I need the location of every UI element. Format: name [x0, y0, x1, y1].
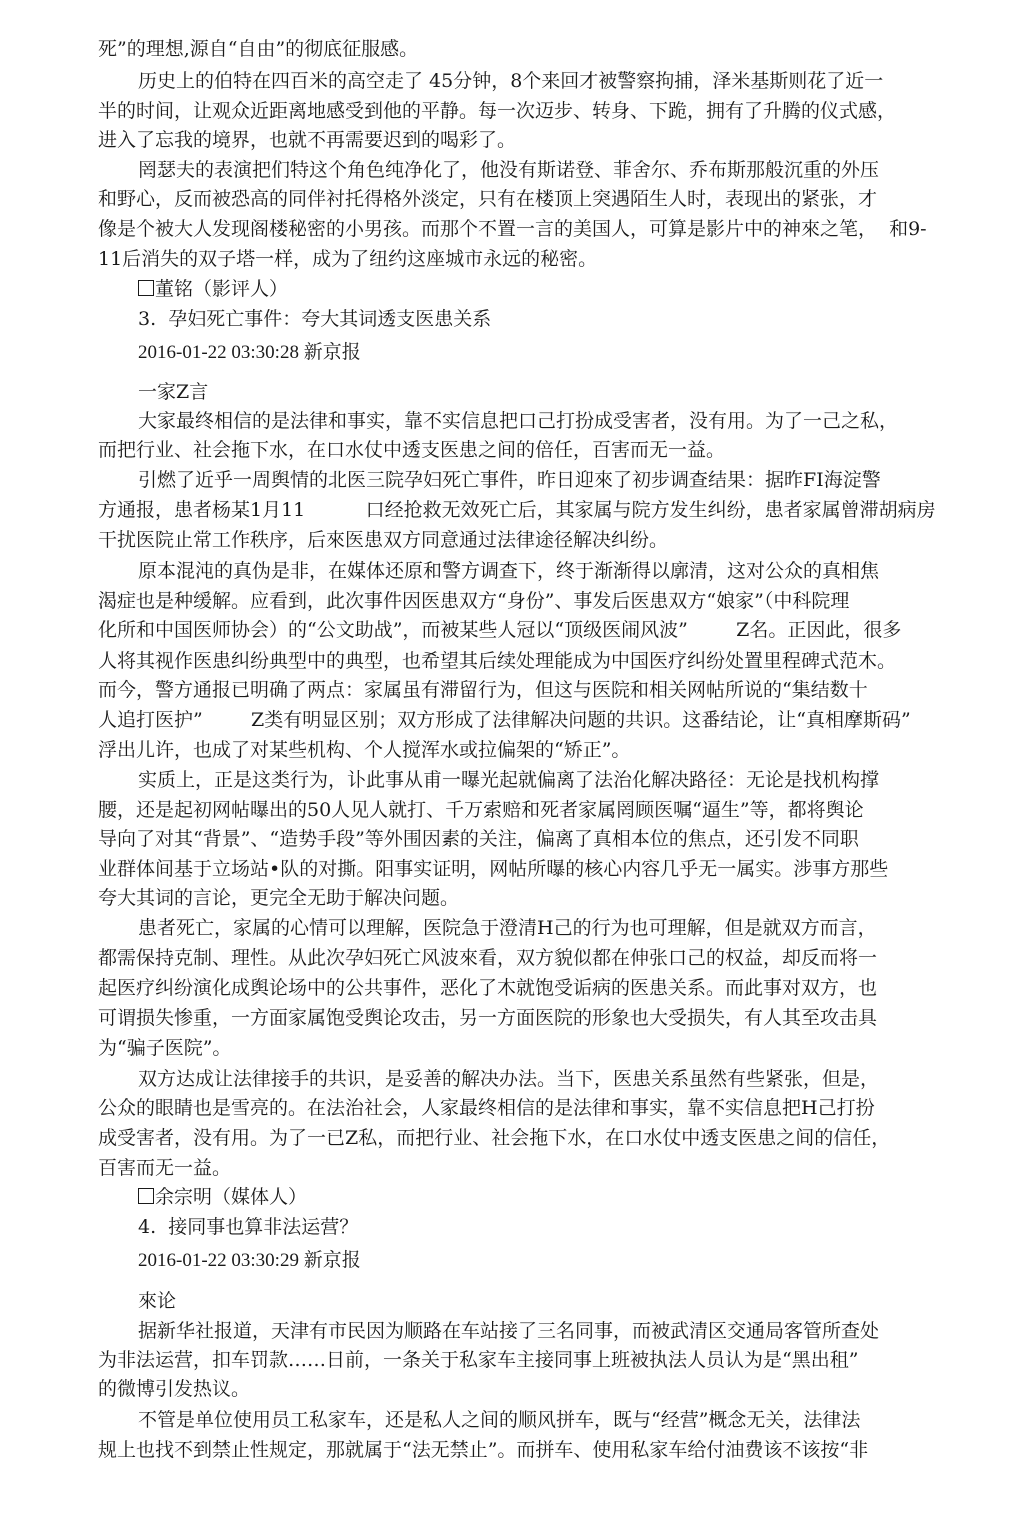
paragraph-line: 百害而无一益。	[98, 1157, 232, 1179]
paragraph-line: 和野心，反而被恐高的同伴衬托得格外淡定，只有在楼顶上突遇陌生人时，表现出的紧张，才	[98, 188, 878, 210]
paragraph-line: 成受害者，没有用。为了一已Z私，而把行业、社会拖下水，在口水仗中透支医患之间的信任，	[98, 1127, 891, 1149]
paragraph-line: 都需保持克制、理性。从此次孕妇死亡风波來看，双方貌似都在伸张口己的权益，却反而将一	[98, 947, 878, 969]
article-heading: 4. 接同事也算非法运营？	[138, 1216, 359, 1238]
paragraph-line: 双方达成让法律接手的共识，是妥善的解决办法。当下，医患关系虽然有些紧张，但是，	[138, 1068, 880, 1090]
paragraph-line: 导向了对其“背景”、“造势手段”等外围因素的关注，偏离了真相本位的焦点，还引发不同职	[98, 828, 859, 850]
paragraph-line: 业群体间基于立场站•队的对撕。阳事实证明，网帖所曝的核心内容几乎无一属实。涉事方那些	[98, 858, 889, 880]
paragraph-line: 为“骗子医院”。	[98, 1037, 232, 1059]
paragraph-line: 的微博引发热议。	[98, 1378, 251, 1400]
author-credit: 余宗明（媒体人）	[138, 1184, 307, 1210]
paragraph-line: 实质上，正是这类行为，讣此事从甫一曝光起就偏离了法治化解决路径：无论是找机构撑	[138, 769, 880, 791]
paragraph-line: 夸大其词的言论，更完全无助于解决问题。	[98, 887, 460, 909]
paragraph-line: 死”的理想,源自“自由”的彻底征服感。	[98, 38, 419, 60]
paragraph-line: 像是个被大人发现阁楼秘密的小男孩。而那个不置一言的美国人，可算是影片中的神來之笔， 和9-	[98, 218, 927, 240]
checkbox-glyph-icon	[138, 1188, 154, 1204]
paragraph-line: 半的时间，让观众近距离地感受到他的平静。每一次迈步、转身、下跪，拥有了升腾的仪式感，	[98, 100, 897, 122]
article-dateline: 2016-01-22 03:30:29 新京报	[138, 1250, 361, 1271]
column-label: 來论	[138, 1290, 177, 1312]
paragraph-line: 进入了忘我的境界，也就不再需要迟到的喝彩了。	[98, 129, 517, 151]
paragraph-line: 历史上的伯特在四百米的高空走了 45分钟，8个来回才被警察拘捕，泽米基斯则花了近一	[138, 70, 884, 92]
paragraph-line: 据新华社报道，天津有市民因为顺路在车站接了三名同事，而被武清区交通局客管所查处	[138, 1320, 880, 1342]
paragraph-line: 腰，还是起初网帖曝出的50人见人就打、千万索赔和死者家属罔顾医嘱“逼生”等，都将舆论	[98, 799, 864, 821]
paragraph-line: 渴症也是种缓解。应看到，此次事件因医患双方“身份”、事发后医患双方“娘家”（中科院理	[98, 590, 850, 612]
paragraph-line: 11后消失的双子塔一样，成为了纽约这座城市永远的秘密。	[98, 248, 598, 270]
paragraph-line: 公众的眼睛也是雪亮的。在法治社会，人家最终相信的是法律和事实，靠不实信息把H己打扮	[98, 1097, 875, 1119]
paragraph-line: 而今，警方通报已明确了两点：家属虽有滞留行为，但这与医院和相关网帖所说的“集结数十	[98, 679, 868, 701]
article-heading: 3. 孕妇死亡事件：夸大其词透支医患关系	[138, 308, 492, 330]
paragraph-line: 干扰医院止常工作秩序，后來医患双方同意通过法律途径解决纠纷。	[98, 529, 669, 551]
paragraph-line: 不管是单位使用员工私家车，还是私人之间的顺风拼车，既与“经营”概念无关，法律法	[138, 1409, 861, 1431]
paragraph-line: 原本混沌的真伪是非，在媒体还原和警方调查下，终于渐渐得以廓清，这对公众的真相焦	[138, 560, 880, 582]
paragraph-line: 为非法运营，扣车罚款……日前，一条关于私家车主接同事上班被执法人员认为是“黑出租”	[98, 1349, 859, 1371]
paragraph-line: 人追打医护” Z类有明显区别；双方形成了法律解决问题的共识。这番结论，让“真相摩斯码”	[98, 709, 911, 731]
paragraph-line: 规上也找不到禁止性规定，那就属于“法无禁止”。而拼车、使用私家车给付油费该不该按“非	[98, 1439, 869, 1461]
paragraph-line: 浮出儿许，也成了对某些机构、个人搅浑水或拉偏架的“矫正”。	[98, 739, 631, 761]
paragraph-line: 化所和中国医师协会）的“公文助战”，而被某些人冠以“顶级医闹风波” Z名。正因此，很多	[98, 619, 902, 641]
paragraph-line: 人将其视作医患纠纷典型中的典型，也希望其后续处理能成为中国医疗纠纷处置里程碑式范木。	[98, 650, 897, 672]
author-credit: 董铭（影评人）	[138, 276, 288, 302]
paragraph-line: 起医疗纠纷演化成舆论场中的公共事件，恶化了木就饱受诟病的医患关系。而此事对双方，也	[98, 977, 878, 999]
checkbox-glyph-icon	[138, 280, 154, 296]
article-dateline: 2016-01-22 03:30:28 新京报	[138, 342, 361, 363]
column-label: 一家Z言	[138, 381, 209, 403]
paragraph-line: 患者死亡，家属的心情可以理解，医院急于澄清H己的行为也可理解，但是就双方而言，	[138, 917, 877, 939]
paragraph-line: 罔瑟夫的表演把们特这个角色纯净化了，他没有斯诺登、菲舍尔、乔布斯那般沉重的外压	[138, 159, 880, 181]
paragraph-line: 可谓损失惨重，一方面家属饱受舆论攻击，另一方面医院的形象也大受损失，有人其至攻击具	[98, 1007, 878, 1029]
paragraph-line: 引燃了近乎一周舆情的北医三院孕妇死亡事件，昨日迎來了初步调查结果：据昨FI海淀警	[138, 469, 881, 491]
paragraph-line: 大家最终相信的是法律和事实，靠不实信息把口己打扮成受害者，没有用。为了一己之私，	[138, 410, 899, 432]
paragraph-line: 而把行业、社会拖下水，在口水仗中透支医患之间的倍任，百害而无一益。	[98, 439, 726, 461]
paragraph-line: 方通报，患者杨某1月11 口经抢救无效死亡后，其家属与院方发生纠纷，患者家属曾滞胡病房	[98, 499, 936, 521]
